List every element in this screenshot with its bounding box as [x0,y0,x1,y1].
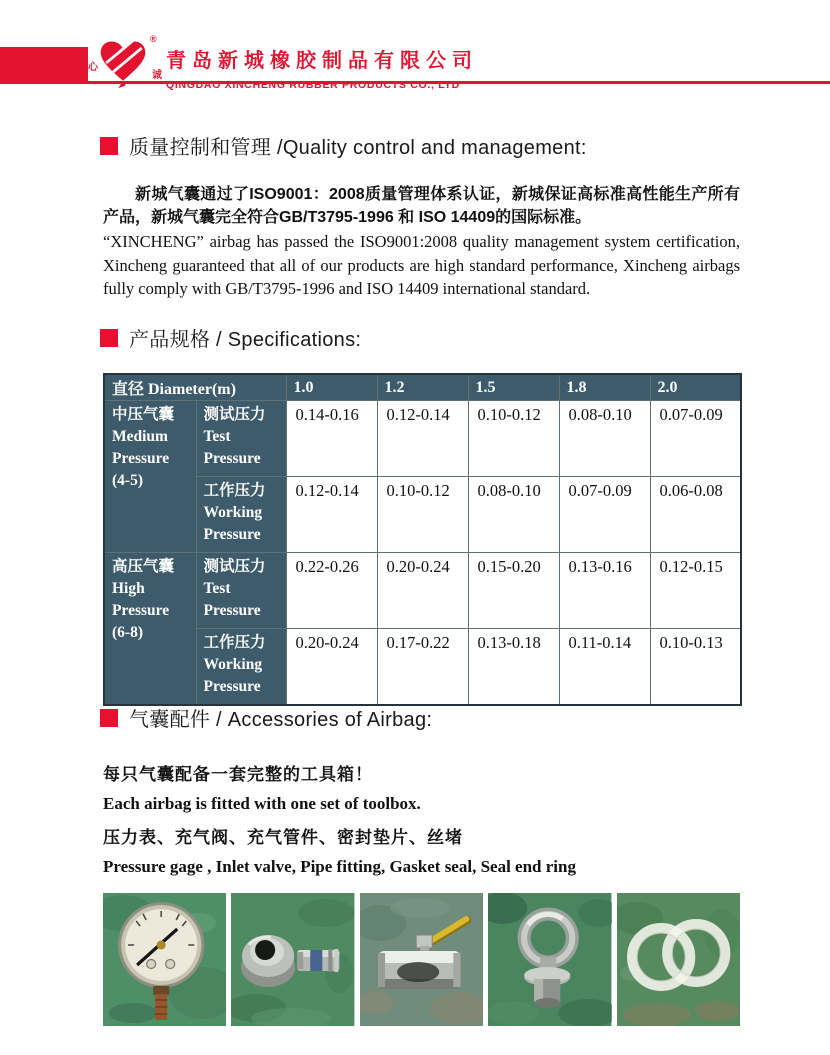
table-cell: 0.22-0.26 [286,553,377,629]
quality-section-heading [100,131,587,160]
registered-trademark-icon: ® [150,34,157,44]
table-cell: 0.10-0.12 [377,477,468,553]
table-cell: 0.07-0.09 [559,477,650,553]
seal-end-ring-eye-bolt-photo [488,893,611,1026]
table-cell: 0.11-0.14 [559,629,650,706]
table-cell: 0.06-0.08 [650,477,741,553]
table-cell: 0.12-0.14 [286,477,377,553]
company-name-block [166,44,478,91]
header-cell-1.2: 1.2 [377,374,468,401]
company-logo [88,32,164,90]
table-cell: 0.12-0.15 [650,553,741,629]
pressure-gage-photo [103,893,226,1026]
section-bullet-icon [100,329,118,347]
quality-heading-text: 质量控制和管理 /Quality control and management: [129,137,587,159]
header-cell-2.0: 2.0 [650,374,741,401]
table-cell: 0.17-0.22 [377,629,468,706]
row-label-working-pressure: 工作压力 Working Pressure [196,477,286,553]
quality-paragraphs [103,183,740,301]
accessories-heading-text: 气囊配件 / Accessories of Airbag: [129,709,433,731]
table-cell: 0.08-0.10 [468,477,559,553]
pipe-fitting-ball-valve-photo [360,893,483,1026]
accessories-section-heading [100,703,432,732]
table-cell: 0.10-0.13 [650,629,741,706]
logo-char-right: 诚 [152,70,162,81]
table-cell: 0.10-0.12 [468,401,559,477]
quality-paragraph-en: “XINCHENG” airbag has passed the ISO9001:2008 quality management system certification, Xincheng guaranteed that all of our products are high standard performance, Xincheng airbags fully comply with GB/T3795-1996 and ISO 14409 international standard. [103,232,740,298]
inlet-valve-photo [231,893,354,1026]
table-cell: 0.13-0.16 [559,553,650,629]
table-cell: 0.07-0.09 [650,401,741,477]
group-label-high-pressure: 高压气囊 High Pressure (6-8) [104,553,196,706]
table-header-row [104,374,741,401]
header-cell-diameter: 直径 Diameter(m) [104,374,286,401]
accessories-line1-en: Each airbag is fitted with one set of toolbox. [103,794,421,813]
specifications-table [103,373,742,706]
heart-ribbon-logo-icon [94,34,152,90]
table-cell: 0.20-0.24 [286,629,377,706]
table-row [104,553,741,629]
logo-char-left: 心 [88,62,98,73]
header-red-block [0,47,88,84]
company-name-en: QINGDAO XINCHENG RUBBER PRODUCTS CO., LTD [166,79,460,91]
accessories-text-block [103,760,576,886]
gasket-seals-photo [617,893,740,1026]
accessories-line1-cn: 每只气囊配备一套完整的工具箱！ [103,765,373,784]
company-name-cn: 青岛新城橡胶制品有限公司 [166,50,478,72]
group-label-medium-pressure: 中压气囊 Medium Pressure (4-5) [104,401,196,553]
header-cell-1.8: 1.8 [559,374,650,401]
quality-paragraph-cn: 新城气囊通过了ISO9001：2008质量管理体系认证，新城保证高标准高性能生产所有产品，新城气囊完全符合GB/T3795-1996 和 ISO 14409的国际标准。 [103,186,740,226]
row-label-test-pressure: 测试压力 Test Pressure [196,553,286,629]
accessories-photo-strip [103,893,740,1026]
table-cell: 0.15-0.20 [468,553,559,629]
header-cell-1.0: 1.0 [286,374,377,401]
table-row [104,629,741,706]
spec-heading-text: 产品规格 / Specifications: [129,329,362,351]
section-bullet-icon [100,137,118,155]
accessories-line2-cn: 压力表、充气阀、充气管件、密封垫片、丝堵 [103,828,463,847]
table-cell: 0.20-0.24 [377,553,468,629]
table-cell: 0.13-0.18 [468,629,559,706]
table-cell: 0.12-0.14 [377,401,468,477]
table-cell: 0.14-0.16 [286,401,377,477]
row-label-test-pressure: 测试压力 Test Pressure [196,401,286,477]
table-row [104,401,741,477]
table-row [104,477,741,553]
accessories-line2-en: Pressure gage , Inlet valve, Pipe fitting, Gasket seal, Seal end ring [103,857,576,876]
table-cell: 0.08-0.10 [559,401,650,477]
row-label-working-pressure: 工作压力 Working Pressure [196,629,286,706]
spec-section-heading [100,323,361,352]
header-cell-1.5: 1.5 [468,374,559,401]
section-bullet-icon [100,709,118,727]
